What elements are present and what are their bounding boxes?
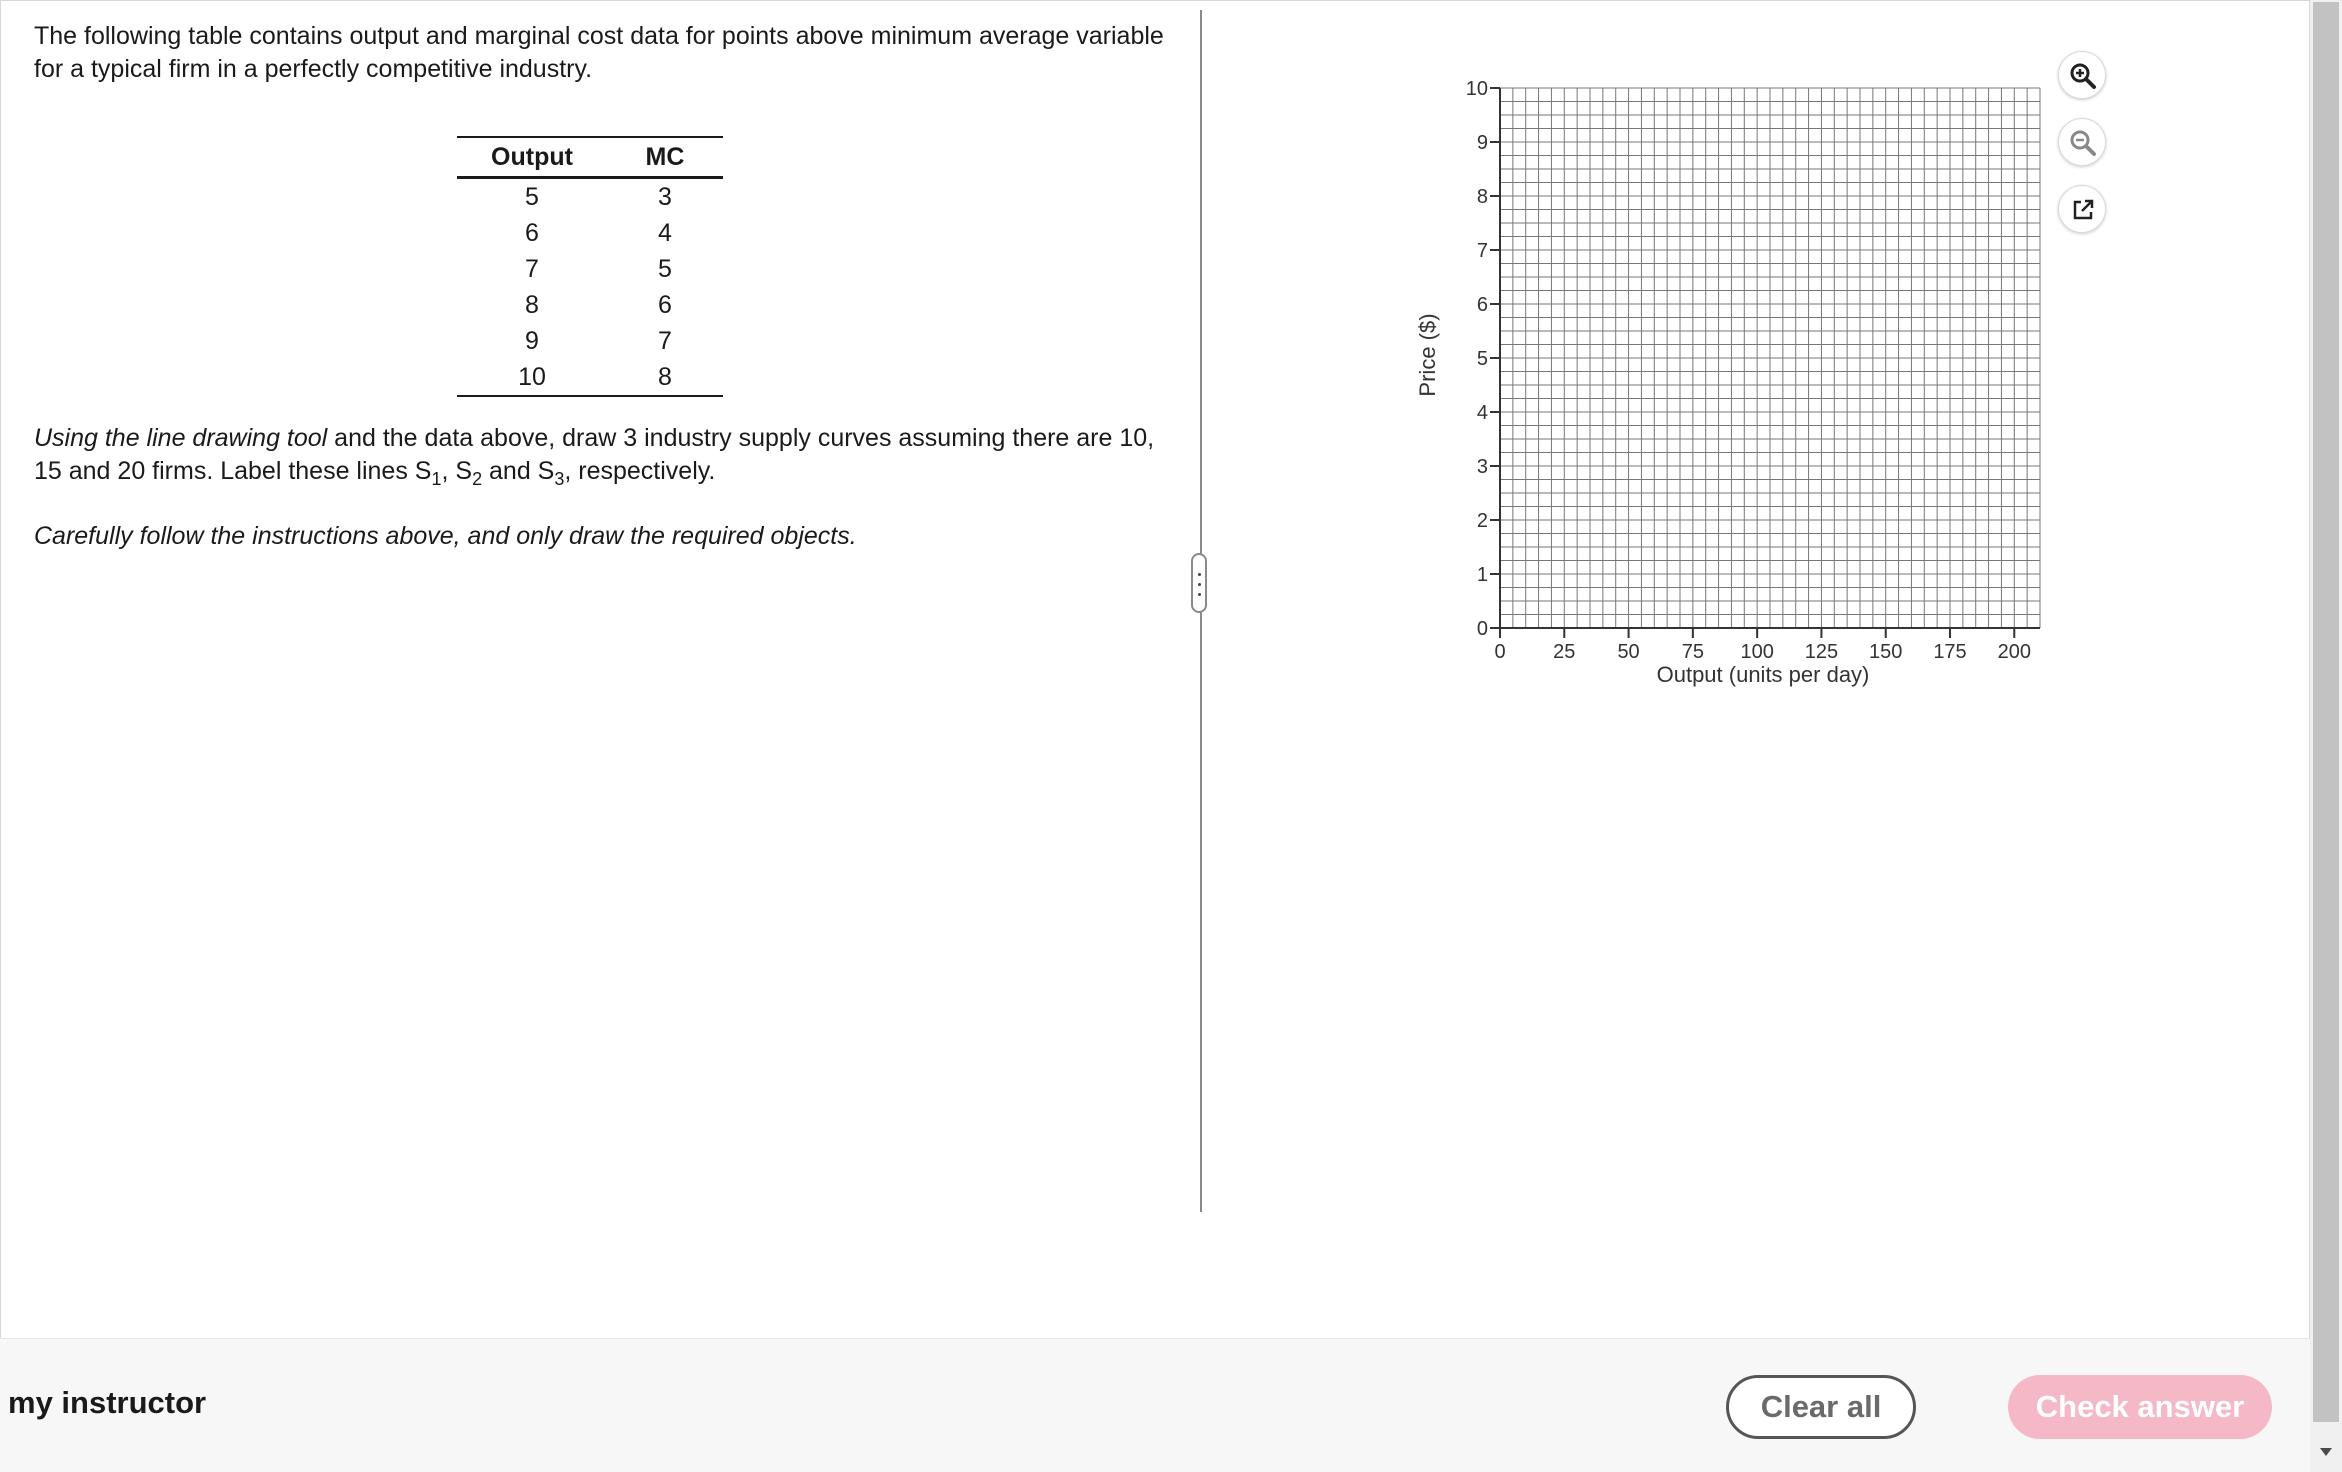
table-row — [457, 323, 723, 359]
x-tick-label: 50 — [1617, 641, 1640, 663]
vertical-scrollbar[interactable] — [2310, 0, 2342, 1472]
scrollbar-thumb[interactable] — [2313, 2, 2339, 1422]
graph-canvas[interactable] — [1400, 70, 2080, 710]
subscript-2: 2 — [472, 469, 483, 489]
x-tick-label: 200 — [1997, 641, 2031, 663]
divider-drag-handle[interactable] — [1191, 553, 1207, 613]
y-tick-label: 7 — [1476, 240, 1488, 262]
mc-cell: 3 — [658, 182, 672, 211]
graph-grid — [1500, 88, 2040, 628]
mc-cell: 6 — [658, 290, 672, 319]
table-row — [457, 251, 723, 287]
y-tick-label: 0 — [1476, 618, 1488, 640]
output-cell: 10 — [457, 359, 607, 396]
y-tick-label: 8 — [1476, 186, 1488, 208]
y-tick-label: 2 — [1476, 510, 1488, 532]
output-cell: 5 — [525, 182, 539, 211]
subscript-1: 1 — [431, 469, 442, 489]
x-tick-label: 25 — [1553, 641, 1576, 663]
question-panel — [34, 20, 1184, 550]
open-new-window-button[interactable] — [2058, 185, 2106, 233]
zoom-out-icon — [2069, 129, 2097, 157]
handle-dot — [1198, 583, 1201, 586]
x-tick-label: 125 — [1804, 641, 1839, 663]
y-tick-label: 1 — [1476, 564, 1488, 586]
y-tick-label: 5 — [1476, 348, 1488, 370]
instruction-part: , S — [441, 457, 473, 485]
y-tick-label: 6 — [1476, 294, 1488, 316]
table-row — [457, 215, 723, 251]
clear-all-button[interactable]: Clear all — [1726, 1375, 1916, 1439]
table-row — [457, 178, 723, 216]
output-cell: 9 — [525, 326, 539, 355]
table-header-mc: MC — [607, 137, 723, 178]
y-tick-label: 3 — [1476, 456, 1488, 478]
mc-cell: 8 — [607, 359, 723, 396]
check-answer-button[interactable]: Check answer — [2008, 1375, 2272, 1439]
x-tick-label: 0 — [1494, 641, 1506, 663]
scroll-down-arrow-icon[interactable] — [2320, 1448, 2332, 1456]
graph-ticks — [1466, 78, 2031, 663]
question-intro: The following table contains output and marginal cost data for points above minimum average variable for a typical firm in a perfectly competitive industry. — [34, 22, 1164, 83]
y-tick-label: 9 — [1476, 132, 1488, 154]
instruction-note: Carefully follow the instructions above, and only draw the required objects. — [34, 522, 857, 550]
y-tick-label: 4 — [1476, 402, 1488, 424]
mc-cell: 4 — [658, 218, 672, 247]
handle-dot — [1198, 573, 1201, 576]
x-tick-label: 150 — [1869, 641, 1903, 663]
output-cell: 6 — [525, 218, 539, 247]
zoom-out-button[interactable] — [2058, 118, 2106, 166]
subscript-3: 3 — [554, 469, 565, 489]
table-header-row — [457, 137, 723, 178]
instruction-part: and the data above, draw 3 industry supply curves assuming there are 10, 15 and 20 firms. Label these lines S — [34, 424, 1155, 485]
handle-dot — [1198, 593, 1201, 596]
output-cell: 8 — [525, 290, 539, 319]
my-instructor-link[interactable]: my instructor — [8, 1385, 207, 1420]
x-tick-label: 100 — [1740, 641, 1774, 663]
instruction-tool-phrase: Using the line drawing tool — [34, 424, 328, 452]
mc-cell: 5 — [658, 254, 672, 283]
table-row — [457, 359, 723, 396]
table-header-output: Output — [457, 137, 607, 178]
y-axis-label: Price ($) — [1415, 313, 1440, 397]
data-table — [457, 136, 723, 397]
external-link-icon — [2069, 196, 2097, 224]
instruction-part: and S — [482, 457, 555, 485]
footer-bar — [0, 1338, 2310, 1472]
table-row — [457, 287, 723, 323]
output-cell: 7 — [525, 254, 539, 283]
x-axis-label: Output (units per day) — [1656, 662, 1870, 687]
zoom-in-button[interactable] — [2058, 51, 2106, 99]
zoom-in-icon — [2069, 62, 2097, 90]
mc-cell: 7 — [658, 326, 672, 355]
instruction-text — [34, 422, 1184, 488]
y-tick-label: 10 — [1465, 78, 1488, 100]
instruction-part: , respectively. — [564, 457, 716, 485]
x-tick-label: 75 — [1681, 641, 1704, 663]
x-tick-label: 175 — [1933, 641, 1967, 663]
